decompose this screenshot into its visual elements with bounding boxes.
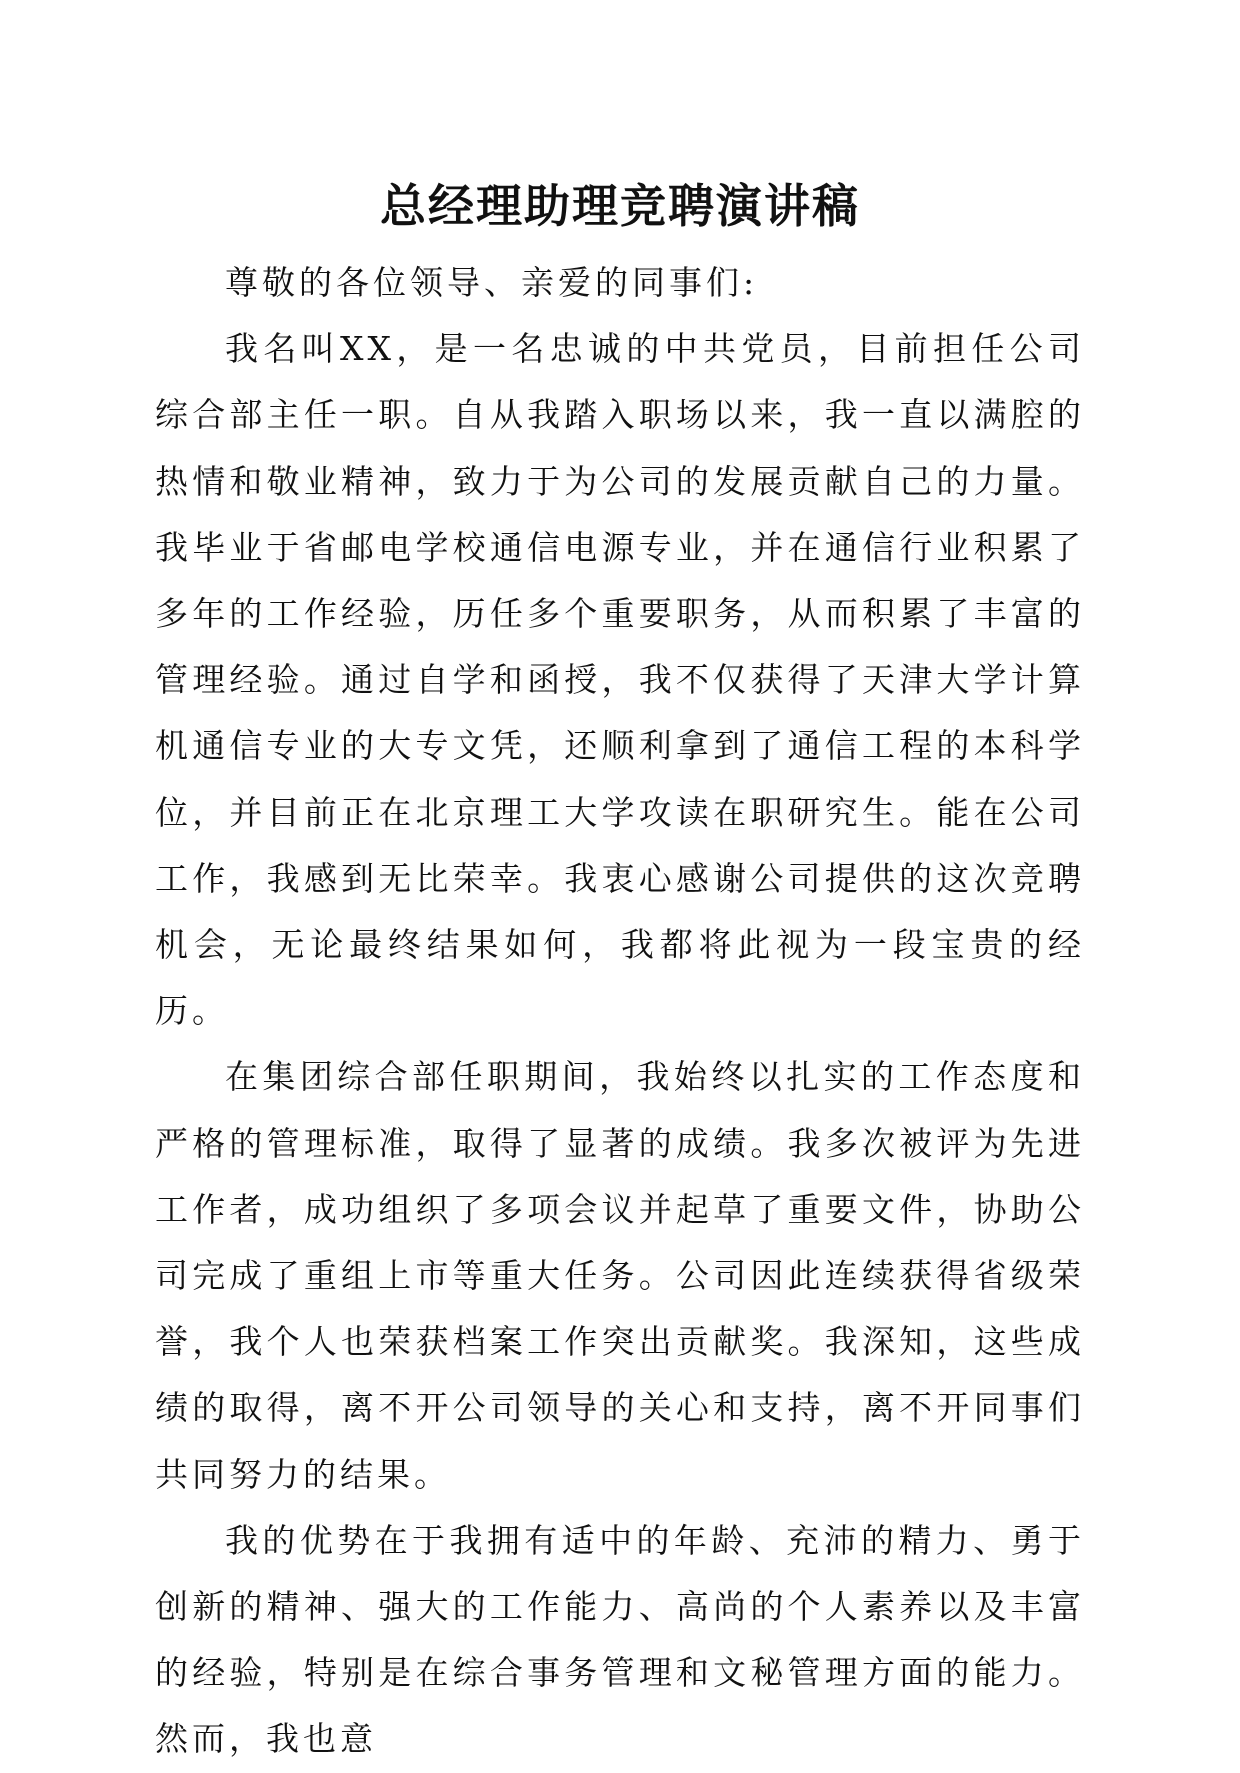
document-title: 总经理助理竞聘演讲稿 (380, 179, 860, 233)
paragraph-1: 我名叫XX，是一名忠诚的中共党员，目前担任公司综合部主任一职。自从我踏入职场以来，我一直以满腔的热情和敬业精神，致力于为公司的发展贡献自己的力量。我毕业于省邮电学校通信电源专业，并在通信行业积累了多年的工作经验，历任多个重要职务，从而积累了丰富的管理经验。通过自学和函授，我不仅获得了天津大学计算机通信专业的大专文凭，还顺利拿到了通信工程的本科学位，并目前正在北京理工大学攻读在职研究生。能在公司工作，我感到无比荣幸。我衷心感谢公司提供的这次竞聘机会，无论最终结果如何，我都将此视为一段宝贵的经历。 (155, 329, 1085, 1031)
salutation: 尊敬的各位领导、亲爱的同事们: (225, 263, 759, 302)
paragraph-3: 我的优势在于我拥有适中的年龄、充沛的精力、勇于创新的精神、强大的工作能力、高尚的个人素养以及丰富的经验，特别是在综合事务管理和文秘管理方面的能力。然而，我也意 (155, 1520, 1085, 1759)
paragraph-2: 在集团综合部任职期间，我始终以扎实的工作态度和严格的管理标准，取得了显著的成绩。我多次被评为先进工作者，成功组织了多项会议并起草了重要文件，协助公司完成了重组上市等重大任务。公司因此连续获得省级荣誉，我个人也荣获档案工作突出贡献奖。我深知，这些成绩的取得，离不开公司领导的关心和支持，离不开同事们共同努力的结果。 (155, 1057, 1085, 1494)
document-body (155, 250, 1085, 1773)
